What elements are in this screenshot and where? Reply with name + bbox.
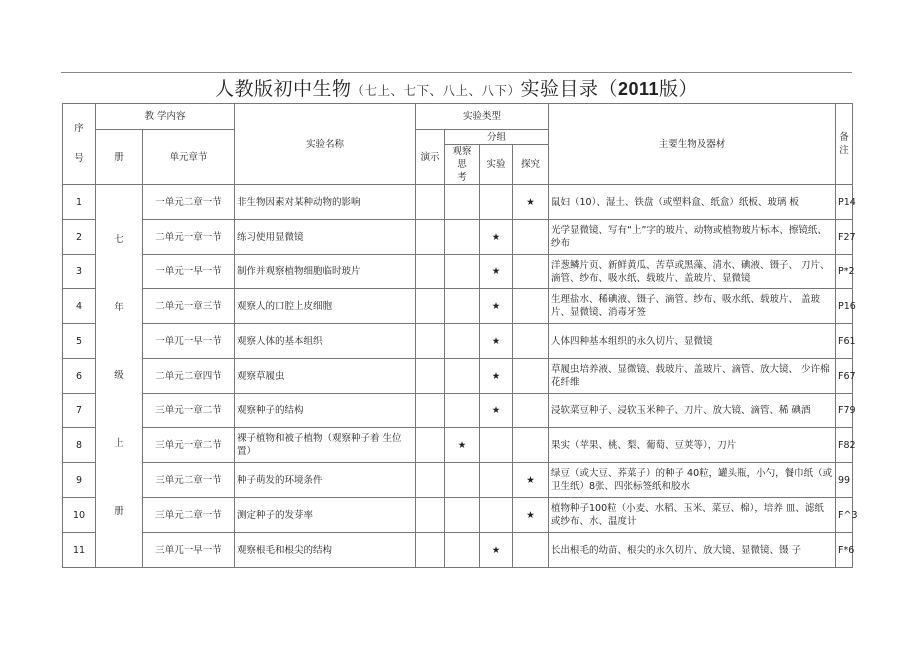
experiment-name-cell: 种子萌发的环境条件: [235, 463, 416, 498]
experiment-type-cell: [480, 289, 513, 324]
demo-type-cell: [416, 428, 445, 463]
unit-chapter-cell: 一单元二章一节: [143, 185, 235, 220]
unit-chapter-cell: 三单元二章一节: [143, 498, 235, 533]
row-number: 10: [63, 498, 96, 533]
demo-header: 演示: [416, 130, 445, 185]
experiment-type-cell: [480, 428, 513, 463]
table-row: [63, 394, 853, 428]
row-number: 3: [63, 255, 96, 289]
observe-type-cell: [445, 324, 480, 359]
unit-chapter-cell: 二单元二章四节: [143, 359, 235, 394]
table-row: [63, 359, 853, 394]
experiment-name-cell: 观察人体的基本组织: [235, 324, 416, 359]
page-title: 人教版初中生物（七上、七下、八上、八下）实验目录（2011版）: [214, 78, 699, 100]
inquiry-type-cell: [513, 185, 549, 220]
observe-type-cell: [445, 394, 480, 428]
experiment-name-cell: 观察草履虫: [235, 359, 416, 394]
remark-cell: F82: [836, 428, 853, 463]
table-row: [63, 463, 853, 498]
experiment-name-header: 实验名称: [235, 104, 416, 185]
demo-type-cell: [416, 185, 445, 220]
demo-type-cell: [416, 220, 445, 255]
group-header: 分组: [445, 130, 549, 145]
row-number: 4: [63, 289, 96, 324]
unit-chapter-cell: 一单兀一早一节: [143, 324, 235, 359]
top-rule: [61, 72, 852, 73]
demo-type-cell: [416, 394, 445, 428]
row-number: 8: [63, 428, 96, 463]
unit-chapter-cell: 二单元一章三节: [143, 289, 235, 324]
table-row: [63, 498, 853, 533]
star-icon: ★: [491, 335, 501, 347]
experiment-name-cell: 裸子植物和被子植物（观察种子着 生位置）: [235, 428, 416, 463]
remark-header: 备 注: [836, 104, 853, 185]
demo-type-cell: [416, 533, 445, 568]
row-number: 6: [63, 359, 96, 394]
experiment-table: [62, 103, 858, 568]
inquiry-type-cell: [513, 324, 549, 359]
row-number: 7: [63, 394, 96, 428]
remark-cell: F*6: [836, 533, 853, 568]
experiment-type-header: 实验类型: [416, 104, 549, 130]
grade-char: 级: [114, 370, 124, 381]
experiment-name-cell: 观察根毛和根尖的结构: [235, 533, 416, 568]
materials-cell: 人体四种基本组织的永久切片、显微镜: [549, 324, 836, 359]
experiment-type-cell: [480, 185, 513, 220]
experiment-name-cell: 观察种子的结构: [235, 394, 416, 428]
remark-cell: P14: [836, 185, 853, 220]
table-row: [63, 533, 853, 568]
observe-type-cell: [445, 255, 480, 289]
unit-chapter-cell: 二单元一章一节: [143, 220, 235, 255]
star-icon: ★: [491, 544, 501, 556]
experiment-type-cell: [480, 463, 513, 498]
star-icon: ★: [526, 196, 535, 208]
remark-cell: F^3: [836, 498, 853, 533]
materials-cell: 光学显微镜、写有“上”字的玻片、动物或植物玻片标本、擦镜纸、纱布: [549, 220, 836, 255]
materials-cell: 生理盐水、稀碘液、镊子、滴管、纱布、吸水纸、载玻片、 盖玻片、显微镜、消毒牙签: [549, 289, 836, 324]
row-number: 11: [63, 533, 96, 568]
row-number: 5: [63, 324, 96, 359]
star-icon: ★: [491, 300, 501, 312]
experiment-type-cell: [480, 394, 513, 428]
demo-type-cell: [416, 463, 445, 498]
unit-chapter-cell: 三单元一章二节: [143, 428, 235, 463]
remark-cell: F79: [836, 394, 853, 428]
demo-type-cell: [416, 324, 445, 359]
experiment-type-cell: [480, 324, 513, 359]
table-row: [63, 220, 853, 255]
table-row: [63, 185, 853, 220]
remark-cell: F61: [836, 324, 853, 359]
remark-cell: P16: [836, 289, 853, 324]
star-icon: ★: [491, 266, 501, 277]
unit-chapter-cell: 一单元一早一节: [143, 255, 235, 289]
unit-chapter-cell: 三单元二章一节: [143, 463, 235, 498]
observe-type-cell: [445, 359, 480, 394]
grade-char: 年: [114, 302, 124, 313]
materials-cell: 绿豆（或大豆、荞菜子）的种子 40粒，罐头瓶，小勺，餐巾纸（或卫生纸）8张、四张标签纸和胶水: [549, 463, 836, 498]
materials-cell: 浸软菜豆种子、浸软玉米种子、刀片、放大镜、滴管、稀 碘酒: [549, 394, 836, 428]
star-icon: ★: [491, 405, 501, 416]
materials-header: 主要生物及器材: [549, 104, 836, 185]
inquiry-type-cell: [513, 428, 549, 463]
experiment-header: 实验: [480, 145, 513, 185]
star-icon: ★: [491, 231, 501, 243]
observe-think-header: 观察 思 考: [445, 145, 480, 185]
experiment-name-cell: 非生物因素对某种动物的影响: [235, 185, 416, 220]
remark-cell: F27: [836, 220, 853, 255]
inquiry-type-cell: [513, 394, 549, 428]
remark-cell: P*2: [836, 255, 853, 289]
remark-cell: F67: [836, 359, 853, 394]
grade-char: 册: [114, 506, 124, 517]
demo-type-cell: [416, 498, 445, 533]
experiment-name-cell: 观察人的口腔上皮细胞: [235, 289, 416, 324]
row-number: 9: [63, 463, 96, 498]
experiment-type-cell: [480, 255, 513, 289]
unit-chapter-header: 单元章节: [143, 130, 235, 185]
experiment-type-cell: [480, 359, 513, 394]
volume-header: 册: [96, 130, 143, 185]
inquiry-type-cell: [513, 289, 549, 324]
inquiry-type-cell: [513, 463, 549, 498]
table-row: [63, 289, 853, 324]
materials-cell: 草履虫培养液、显微镜、载玻片、盖玻片、滴管、放大镜、 少许棉花纤维: [549, 359, 836, 394]
experiment-name-cell: 练习使用显微镜: [235, 220, 416, 255]
materials-cell: 植物种子100粒（小麦、水稻、玉米、菜豆、棉），培养 皿、滤纸或纱布、水、温度计: [549, 498, 836, 533]
teaching-content-header: 教 学内容: [96, 104, 235, 130]
demo-type-cell: [416, 359, 445, 394]
star-icon: ★: [526, 509, 535, 521]
star-icon: ★: [491, 370, 501, 382]
unit-chapter-cell: 三单元一章二节: [143, 394, 235, 428]
materials-cell: 果实（苹果、桃、梨、葡萄、豆荚等），刀片: [549, 428, 836, 463]
row-number: 2: [63, 220, 96, 255]
observe-type-cell: [445, 220, 480, 255]
inquiry-type-cell: [513, 359, 549, 394]
observe-type-cell: [445, 463, 480, 498]
table-row: [63, 324, 853, 359]
observe-type-cell: [445, 185, 480, 220]
inquiry-type-cell: [513, 533, 549, 568]
demo-type-cell: [416, 289, 445, 324]
inquiry-type-cell: [513, 498, 549, 533]
experiment-type-cell: [480, 498, 513, 533]
experiment-type-cell: [480, 220, 513, 255]
materials-cell: 洋葱鳞片页、新鲜黄瓜、苦草或黑藻、清水、碘液、镊子、 刀片、滴管、纱布、吸水纸、载玻片、盖玻片、显微镜: [549, 255, 836, 289]
inquiry-header: 探究: [513, 145, 549, 185]
observe-type-cell: [445, 289, 480, 324]
materials-cell: 长出根毛的幼苗、根尖的永久切片、放大镜、显微镜、镊 子: [549, 533, 836, 568]
seq-header: 序 号: [63, 104, 96, 185]
row-number: 1: [63, 185, 96, 220]
experiment-name-cell: 测定种子的发芽率: [235, 498, 416, 533]
table-row: [63, 428, 853, 463]
star-icon: ★: [526, 474, 535, 486]
observe-type-cell: [445, 428, 480, 463]
inquiry-type-cell: [513, 220, 549, 255]
materials-cell: 鼠妇（10）、湿土、铁盘（或塑料盒、纸盒）纸板、玻璃 板: [549, 185, 836, 220]
observe-type-cell: [445, 498, 480, 533]
remark-cell: 99: [836, 463, 853, 498]
inquiry-type-cell: [513, 255, 549, 289]
star-icon: ★: [457, 439, 467, 451]
grade-char: 七: [114, 234, 124, 245]
experiment-name-cell: 制作并观察植物细胞临时玻片: [235, 255, 416, 289]
grade-volume-cell: [96, 185, 143, 568]
observe-type-cell: [445, 533, 480, 568]
grade-char: 上: [114, 438, 124, 449]
unit-chapter-cell: 三单兀一早一节: [143, 533, 235, 568]
demo-type-cell: [416, 255, 445, 289]
table-row: [63, 255, 853, 289]
experiment-type-cell: [480, 533, 513, 568]
